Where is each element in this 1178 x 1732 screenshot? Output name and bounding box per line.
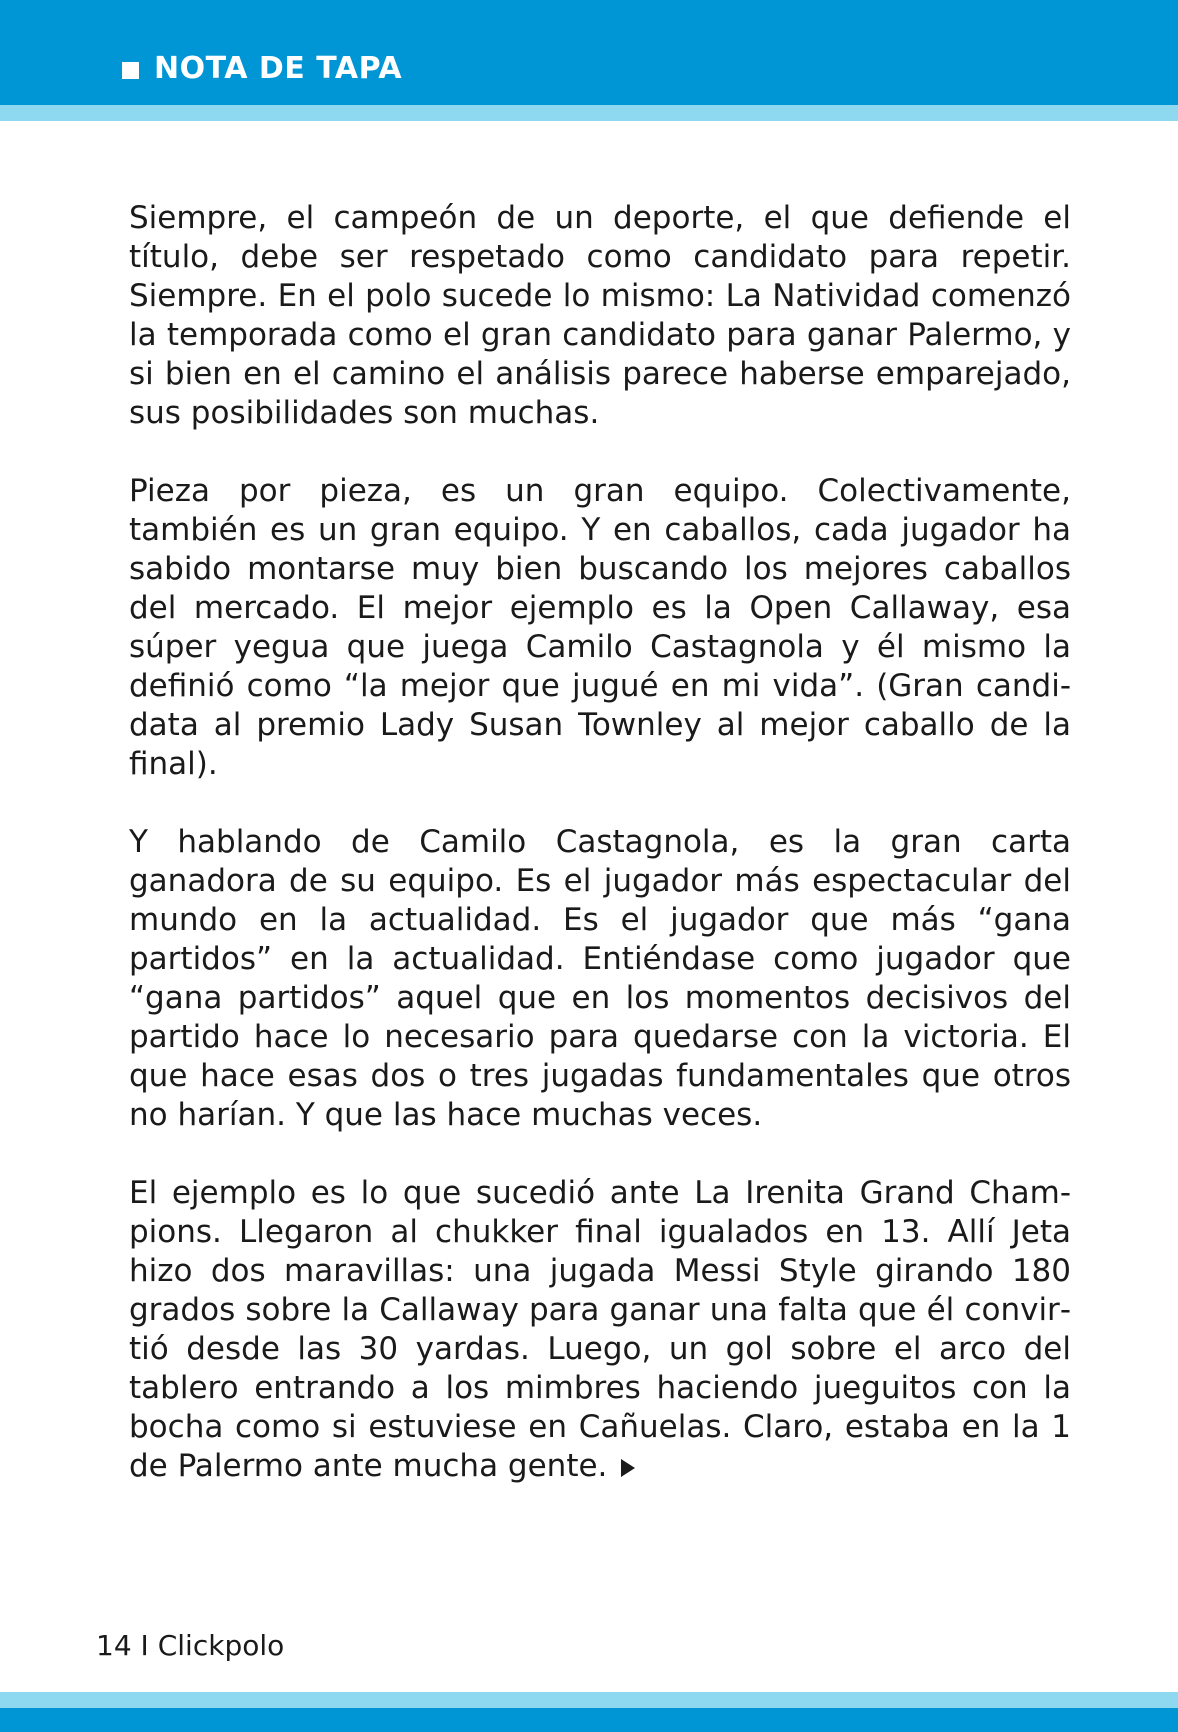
article-paragraph-4 <box>129 1174 1071 1486</box>
section-square-icon <box>122 62 139 79</box>
footer-bar <box>0 1708 1178 1732</box>
article-body <box>129 199 1071 1486</box>
article-paragraph-1: Siempre, el campeón de un deporte, el que defiende el título, debe ser respetado como candidato para repetir. Siempre. En el polo sucede lo mismo: La Natividad comenzó la temporada como el gran candidato para ganar Palermo, y si bien en el camino el análisis parece haberse emparejado, sus posibilidades son muchas. <box>129 200 1071 431</box>
page-footer <box>96 1628 284 1664</box>
article-paragraph-3: Y hablando de Camilo Castagnola, es la gran carta ganadora de su equipo. Es el jugador más espectacular del mundo en la actualidad. Es el jugador que más “gana partidos” en la actualidad. Entiéndase como jugador que “gana partidos” aquel que en los momentos decisivos del partido hace lo necesario para quedarse con la victoria. El que hace esas dos o tres jugadas fundamentales que otros no harían. Y que las hace muchas veces. <box>129 824 1071 1133</box>
continue-arrow-icon <box>621 1459 635 1477</box>
header-stripe <box>0 105 1178 121</box>
section-label: NOTA DE TAPA <box>154 51 403 86</box>
publication-name: Clickpolo <box>157 1629 285 1662</box>
footer-separator: I <box>140 1629 149 1662</box>
page-number: 14 <box>96 1629 132 1662</box>
article-paragraph-2: Pieza por pieza, es un gran equipo. Colectivamente, también es un gran equipo. Y en caballos, cada jugador ha sabido montarse muy bien buscando los mejores caballos del mercado. El mejor ejemplo es la Open Callaway, esa súper yegua que juega Camilo Castagnola y él mismo la definió como “la mejor que jugué en mi vida”. (Gran candidata al premio Lady Susan Townley al mejor caballo de la final). <box>129 473 1071 782</box>
footer-stripe <box>0 1692 1178 1708</box>
article-paragraph-4-text: El ejemplo es lo que sucedió ante La Irenita Grand Champions. Llegaron al chukker final igualados en 13. Allí Jeta hizo dos maravillas: una jugada Messi Style girando 180 grados sobre la Callaway para ganar una falta que él convirtió desde las 30 yardas. Luego, un gol sobre el arco del tablero entrando a los mimbres haciendo jueguitos con la bocha como si estuviese en Cañuelas. Claro, estaba en la 1 de Palermo ante mucha gente. <box>129 1175 1071 1484</box>
